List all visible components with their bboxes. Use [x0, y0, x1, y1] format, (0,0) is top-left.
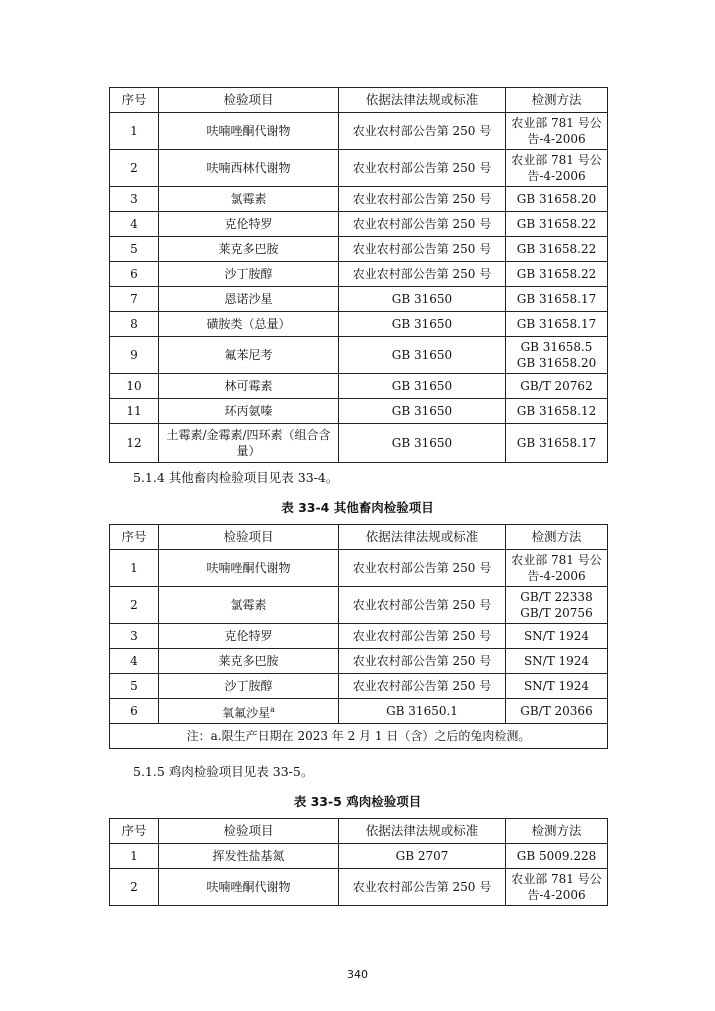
- cell-method: GB 31658.22: [506, 262, 608, 287]
- cell-basis: GB 31650: [339, 337, 506, 374]
- cell-item: 恩诺沙星: [159, 287, 339, 312]
- cell-basis: 农业农村部公告第 250 号: [339, 674, 506, 699]
- cell-no: 4: [110, 649, 159, 674]
- cell-no: 10: [110, 374, 159, 399]
- table-note: 注：a.限生产日期在 2023 年 2 月 1 日（含）之后的兔肉检测。: [110, 724, 608, 749]
- header-no: 序号: [110, 819, 159, 844]
- table-note-row: [110, 724, 608, 749]
- table-row: [110, 587, 608, 624]
- cell-no: 6: [110, 699, 159, 724]
- cell-item: 呋喃唑酮代谢物: [159, 550, 339, 587]
- cell-method: GB 31658.20: [506, 187, 608, 212]
- table-row: [110, 237, 608, 262]
- cell-no: 2: [110, 869, 159, 906]
- cell-no: 5: [110, 674, 159, 699]
- table-row: [110, 262, 608, 287]
- cell-basis: 农业农村部公告第 250 号: [339, 237, 506, 262]
- cell-no: 11: [110, 399, 159, 424]
- cell-item: 氯霉素: [159, 587, 339, 624]
- cell-no: 7: [110, 287, 159, 312]
- page-number: 340: [347, 968, 368, 981]
- cell-basis: 农业农村部公告第 250 号: [339, 187, 506, 212]
- cell-item: 莱克多巴胺: [159, 649, 339, 674]
- table-33-5: [109, 818, 608, 906]
- cell-basis: GB 31650: [339, 374, 506, 399]
- cell-method: SN/T 1924: [506, 674, 608, 699]
- cell-method: GB/T 20366: [506, 699, 608, 724]
- cell-item: 呋喃唑酮代谢物: [159, 869, 339, 906]
- cell-item: 林可霉素: [159, 374, 339, 399]
- cell-basis: 农业农村部公告第 250 号: [339, 113, 506, 150]
- cell-item: 挥发性盐基氮: [159, 844, 339, 869]
- cell-no: 8: [110, 312, 159, 337]
- table-row: [110, 337, 608, 374]
- header-no: 序号: [110, 525, 159, 550]
- cell-no: 12: [110, 424, 159, 463]
- footnote-marker: a: [270, 704, 275, 714]
- cell-no: 2: [110, 587, 159, 624]
- table-row: [110, 649, 608, 674]
- cell-basis: GB 31650.1: [339, 699, 506, 724]
- cell-no: 1: [110, 844, 159, 869]
- cell-item: 环丙氨嗪: [159, 399, 339, 424]
- cell-item: 呋喃唑酮代谢物: [159, 113, 339, 150]
- cell-basis: 农业农村部公告第 250 号: [339, 550, 506, 587]
- cell-method: 农业部 781 号公告-4-2006: [506, 550, 608, 587]
- cell-no: 9: [110, 337, 159, 374]
- cell-method: GB 31658.22: [506, 237, 608, 262]
- cell-method: GB 31658.22: [506, 212, 608, 237]
- cell-method: 农业部 781 号公告-4-2006: [506, 869, 608, 906]
- cell-method: GB 31658.17: [506, 312, 608, 337]
- table-row: [110, 624, 608, 649]
- header-item: 检验项目: [159, 819, 339, 844]
- cell-basis: GB 2707: [339, 844, 506, 869]
- cell-basis: 农业农村部公告第 250 号: [339, 624, 506, 649]
- cell-item: 氟苯尼考: [159, 337, 339, 374]
- cell-item: 沙丁胺醇: [159, 674, 339, 699]
- cell-no: 1: [110, 113, 159, 150]
- header-basis: 依据法律法规或标准: [339, 525, 506, 550]
- table-row: [110, 869, 608, 906]
- cell-item: [159, 699, 339, 724]
- header-method: 检测方法: [506, 88, 608, 113]
- header-basis: 依据法律法规或标准: [339, 819, 506, 844]
- cell-no: 3: [110, 624, 159, 649]
- table-header-row: [110, 819, 608, 844]
- table-caption-33-4: 表 33-4 其他畜肉检验项目: [281, 500, 434, 515]
- paragraph-5-1-5: 5.1.5 鸡肉检验项目见表 33-5。: [133, 764, 314, 779]
- cell-basis: GB 31650: [339, 312, 506, 337]
- header-method: 检测方法: [506, 525, 608, 550]
- cell-method: GB 31658.17: [506, 424, 608, 463]
- method-line: GB 31658.5: [520, 340, 593, 354]
- cell-basis: 农业农村部公告第 250 号: [339, 869, 506, 906]
- item-text: 氧氟沙星: [222, 705, 271, 720]
- header-no: 序号: [110, 88, 159, 113]
- cell-method: SN/T 1924: [506, 624, 608, 649]
- table-row: [110, 399, 608, 424]
- cell-basis: 农业农村部公告第 250 号: [339, 212, 506, 237]
- header-method: 检测方法: [506, 819, 608, 844]
- table-row: [110, 374, 608, 399]
- cell-basis: GB 31650: [339, 287, 506, 312]
- cell-item: 呋喃西林代谢物: [159, 150, 339, 187]
- cell-item: 磺胺类（总量）: [159, 312, 339, 337]
- cell-method: GB 5009.228: [506, 844, 608, 869]
- cell-basis: 农业农村部公告第 250 号: [339, 587, 506, 624]
- cell-item: 土霉素/金霉素/四环素（组合含量）: [159, 424, 339, 463]
- paragraph-5-1-4: 5.1.4 其他畜肉检验项目见表 33-4。: [133, 470, 339, 485]
- cell-method: GB 31658.17: [506, 287, 608, 312]
- cell-no: 6: [110, 262, 159, 287]
- cell-method: [506, 337, 608, 374]
- table-33-3-continued: [109, 87, 608, 463]
- cell-basis: GB 31650: [339, 424, 506, 463]
- table-row: [110, 312, 608, 337]
- method-line: GB 31658.20: [516, 356, 597, 370]
- table-row: [110, 844, 608, 869]
- cell-basis: 农业农村部公告第 250 号: [339, 649, 506, 674]
- cell-no: 2: [110, 150, 159, 187]
- method-line: GB/T 22338: [520, 590, 593, 604]
- table-row: [110, 287, 608, 312]
- cell-item: 沙丁胺醇: [159, 262, 339, 287]
- cell-method: [506, 587, 608, 624]
- table-caption-33-5: 表 33-5 鸡肉检验项目: [293, 794, 422, 809]
- cell-method: 农业部 781 号公告-4-2006: [506, 150, 608, 187]
- cell-method: SN/T 1924: [506, 649, 608, 674]
- cell-item: 莱克多巴胺: [159, 237, 339, 262]
- cell-no: 4: [110, 212, 159, 237]
- cell-method: GB/T 20762: [506, 374, 608, 399]
- table-row: [110, 674, 608, 699]
- table-33-4: [109, 524, 608, 749]
- table-row: [110, 113, 608, 150]
- cell-basis: 农业农村部公告第 250 号: [339, 262, 506, 287]
- table-row: [110, 150, 608, 187]
- cell-basis: 农业农村部公告第 250 号: [339, 150, 506, 187]
- cell-method: 农业部 781 号公告-4-2006: [506, 113, 608, 150]
- cell-basis: GB 31650: [339, 399, 506, 424]
- header-basis: 依据法律法规或标准: [339, 88, 506, 113]
- table-row: [110, 699, 608, 724]
- table-row: [110, 550, 608, 587]
- table-row: [110, 212, 608, 237]
- method-line: GB/T 20756: [520, 606, 593, 620]
- cell-item: 氯霉素: [159, 187, 339, 212]
- cell-method: GB 31658.12: [506, 399, 608, 424]
- cell-item: 克伦特罗: [159, 624, 339, 649]
- header-item: 检验项目: [159, 525, 339, 550]
- cell-no: 5: [110, 237, 159, 262]
- header-item: 检验项目: [159, 88, 339, 113]
- cell-item: 克伦特罗: [159, 212, 339, 237]
- table-header-row: [110, 525, 608, 550]
- table-header-row: [110, 88, 608, 113]
- table-row: [110, 187, 608, 212]
- cell-no: 1: [110, 550, 159, 587]
- cell-no: 3: [110, 187, 159, 212]
- table-row: [110, 424, 608, 463]
